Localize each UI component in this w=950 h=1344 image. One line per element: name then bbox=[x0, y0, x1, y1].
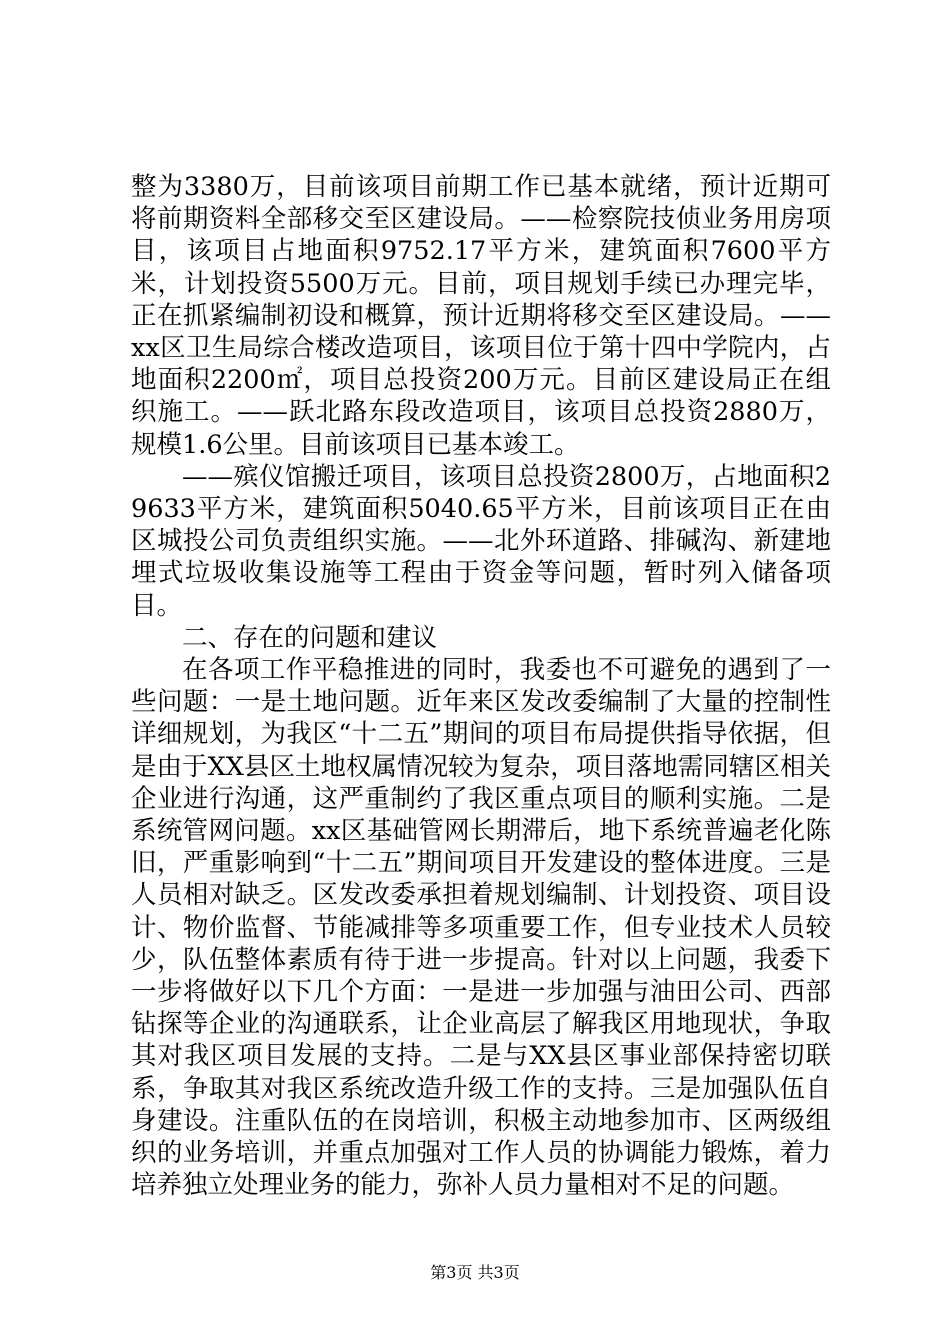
page-number-label: 第3页 共3页 bbox=[430, 1263, 520, 1282]
paragraph-funeral-home-project: ——殡仪馆搬迁项目，该项目总投资2800万，占地面积29633平方米，建筑面积5040.65平方米，目前该项目正在由区城投公司负责组织实施。——北外环道路、排碱沟、新建地埋式垃圾收集设施等工程由于资金等问题，暂时列入储备项目。 bbox=[131, 461, 831, 621]
paragraph-problems-suggestions: 在各项工作平稳推进的同时，我委也不可避免的遇到了一些问题：一是土地问题。近年来区发改委编制了大量的控制性详细规划，为我区“十二五”期间的项目布局提供指导依据，但是由于XX县区土地权属情况较为复杂，项目落地需同辖区相关企业进行沟通，这严重制约了我区重点项目的顺利实施。二是系统管网问题。xx区基础管网长期滞后，地下系统普遍老化陈旧，严重影响到“十二五”期间项目开发建设的整体进度。三是人员相对缺乏。区发改委承担着规划编制、计划投资、项目设计、物价监督、节能减排等多项重要工作，但专业技术人员较少，队伍整体素质有待于进一步提高。针对以上问题，我委下一步将做好以下几个方面：一是进一步加强与油田公司、西部钻探等企业的沟通联系，让企业高层了解我区用地现状，争取其对我区项目发展的支持。二是与XX县区事业部保持密切联系，争取其对我区系统改造升级工作的支持。三是加强队伍自身建设。注重队伍的在岗培训，积极主动地参加市、区两级组织的业务培训，并重点加强对工作人员的协调能力锻炼，着力培养独立处理业务的能力，弥补人员力量相对不足的问题。 bbox=[131, 655, 831, 1201]
paragraph-projects-continued: 整为3380万，目前该项目前期工作已基本就绪，预计近期可将前期资料全部移交至区建设局。——检察院技侦业务用房项目，该项目占地面积9752.17平方米，建筑面积7600平方米，计划投资5500万元。目前，项目规划手续已办理完毕，正在抓紧编制初设和概算，预计近期将移交至区建设局。——xx区卫生局综合楼改造项目，该项目位于第十四中学院内，占地面积2200㎡，项目总投资200万元。目前区建设局正在组织施工。——跃北路东段改造项目，该项目总投资2880万，规模1.6公里。目前该项目已基本竣工。 bbox=[131, 172, 831, 460]
section-heading-problems: 二、存在的问题和建议 bbox=[182, 622, 438, 653]
document-body bbox=[131, 171, 831, 1202]
page-footer bbox=[0, 1263, 950, 1283]
